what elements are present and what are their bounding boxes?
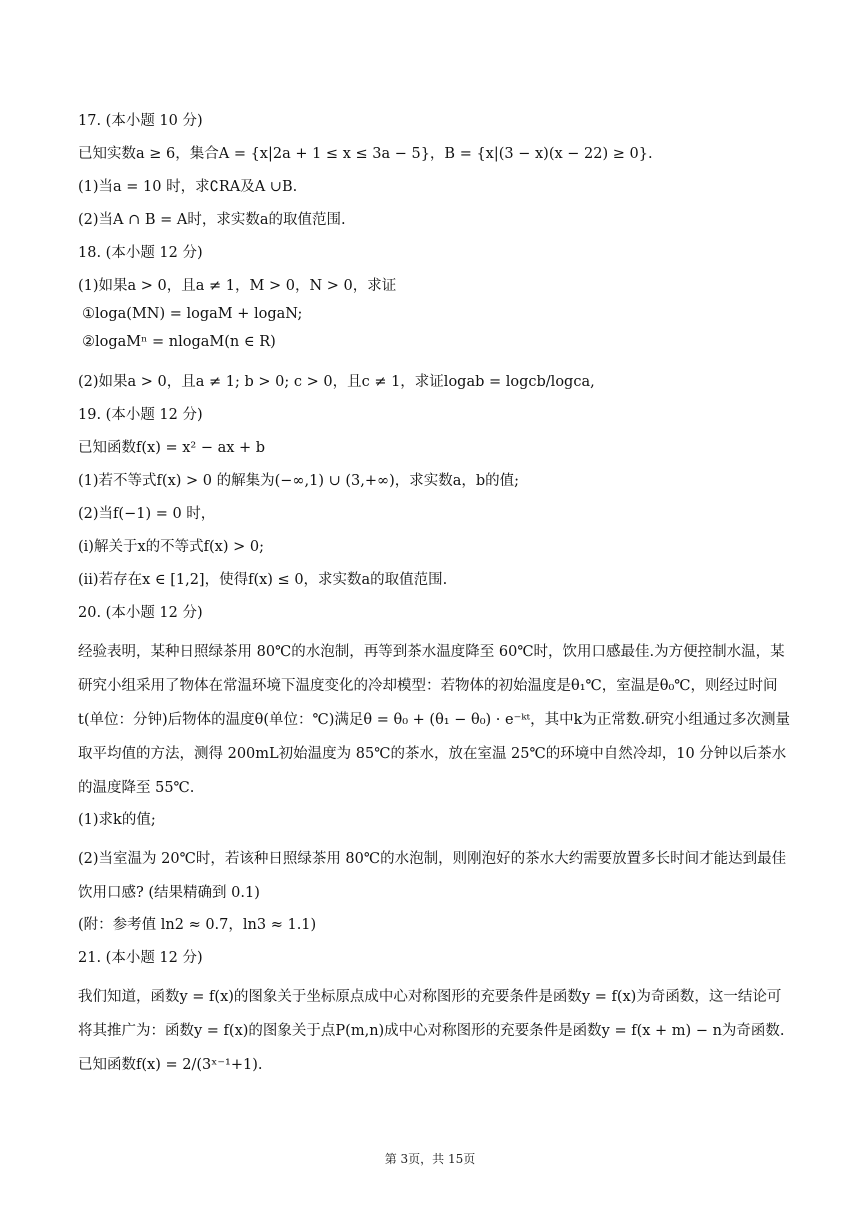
problem-18-part-2: (2)如果a > 0，且a ≠ 1; b > 0; c > 0，且c ≠ 1，求证logab = logcb/logca, — [78, 374, 595, 390]
problem-18-item-2: ②logaMⁿ = nlogaM(n ∈ R) — [82, 334, 276, 350]
problem-17-stem: 已知实数a ≥ 6，集合A = {x|2a + 1 ≤ x ≤ 3a − 5}，B = {x|(3 − x)(x − 22) ≥ 0}. — [78, 146, 653, 162]
page-footer: 第 3页，共 15页 — [384, 1152, 476, 1166]
problem-17-part-1: (1)当a = 10 时，求∁RA及A ∪B. — [78, 179, 298, 195]
problem-19-part-2: (2)当f(−1) = 0 时， — [78, 506, 216, 522]
problem-21-heading: 21. (本小题 12 分) — [78, 950, 203, 966]
problem-19-part-1: (1)若不等式f(x) > 0 的解集为(−∞,1) ∪ (3,+∞)，求实数a，b的值; — [78, 473, 520, 489]
problem-20-heading: 20. (本小题 12 分) — [78, 605, 203, 621]
problem-20-note: (附：参考值 ln2 ≈ 0.7，ln3 ≈ 1.1) — [78, 917, 317, 933]
problem-19-heading: 19. (本小题 12 分) — [78, 407, 203, 423]
problem-19-stem: 已知函数f(x) = x² − ax + b — [78, 440, 266, 456]
problem-20-stem: 经验表明，某种日照绿茶用 80℃的水泡制，再等到茶水温度降至 60℃时，饮用口感最佳.为方便控制水温，某研究小组采用了物体在常温环境下温度变化的冷却模型：若物体的初始温度是θ₁℃，室温是θ₀℃，则经过时间t(单位：分钟)后物体的温度θ(单位：℃)满足θ = θ₀ + (θ₁ − θ₀) · e⁻ᵏᵗ，其中k为正常数.研究小组通过多次测量取平均值的方法，测得 200mL初始温度为 85℃的茶水，放在室温 25℃的环境中自然冷却，10 分钟以后茶水的温度降至 55℃. — [78, 644, 790, 796]
problem-20-part-1: (1)求k的值; — [78, 812, 156, 828]
problem-19-sub-1: (i)解关于x的不等式f(x) > 0; — [78, 539, 264, 555]
problem-17-part-2: (2)当A ∩ B = A时，求实数a的取值范围. — [78, 212, 346, 228]
problem-20-part-2: (2)当室温为 20℃时，若该种日照绿茶用 80℃的水泡制，则刚泡好的茶水大约需要放置多长时间才能达到最佳饮用口感? (结果精确到 0.1) — [78, 851, 787, 901]
problem-18-item-1: ①loga(MN) = logaM + logaN; — [82, 306, 303, 322]
page-content — [78, 110, 790, 1082]
problem-19-sub-2: (ii)若存在x ∈ [1,2]，使得f(x) ≤ 0，求实数a的取值范围. — [78, 572, 448, 588]
problem-17-heading: 17. (本小题 10 分) — [78, 113, 203, 129]
problem-18-part-1: (1)如果a > 0，且a ≠ 1，M > 0，N > 0，求证 — [78, 278, 397, 294]
problem-18-heading: 18. (本小题 12 分) — [78, 245, 203, 261]
problem-21-stem: 我们知道，函数y = f(x)的图象关于坐标原点成中心对称图形的充要条件是函数y = f(x)为奇函数，这一结论可将其推广为：函数y = f(x)的图象关于点P(m,n)成中心对称图形的充要条件是函数y = f(x + m) − n为奇函数.已知函数f(x) = 2/(3ˣ⁻¹+1). — [78, 989, 785, 1073]
